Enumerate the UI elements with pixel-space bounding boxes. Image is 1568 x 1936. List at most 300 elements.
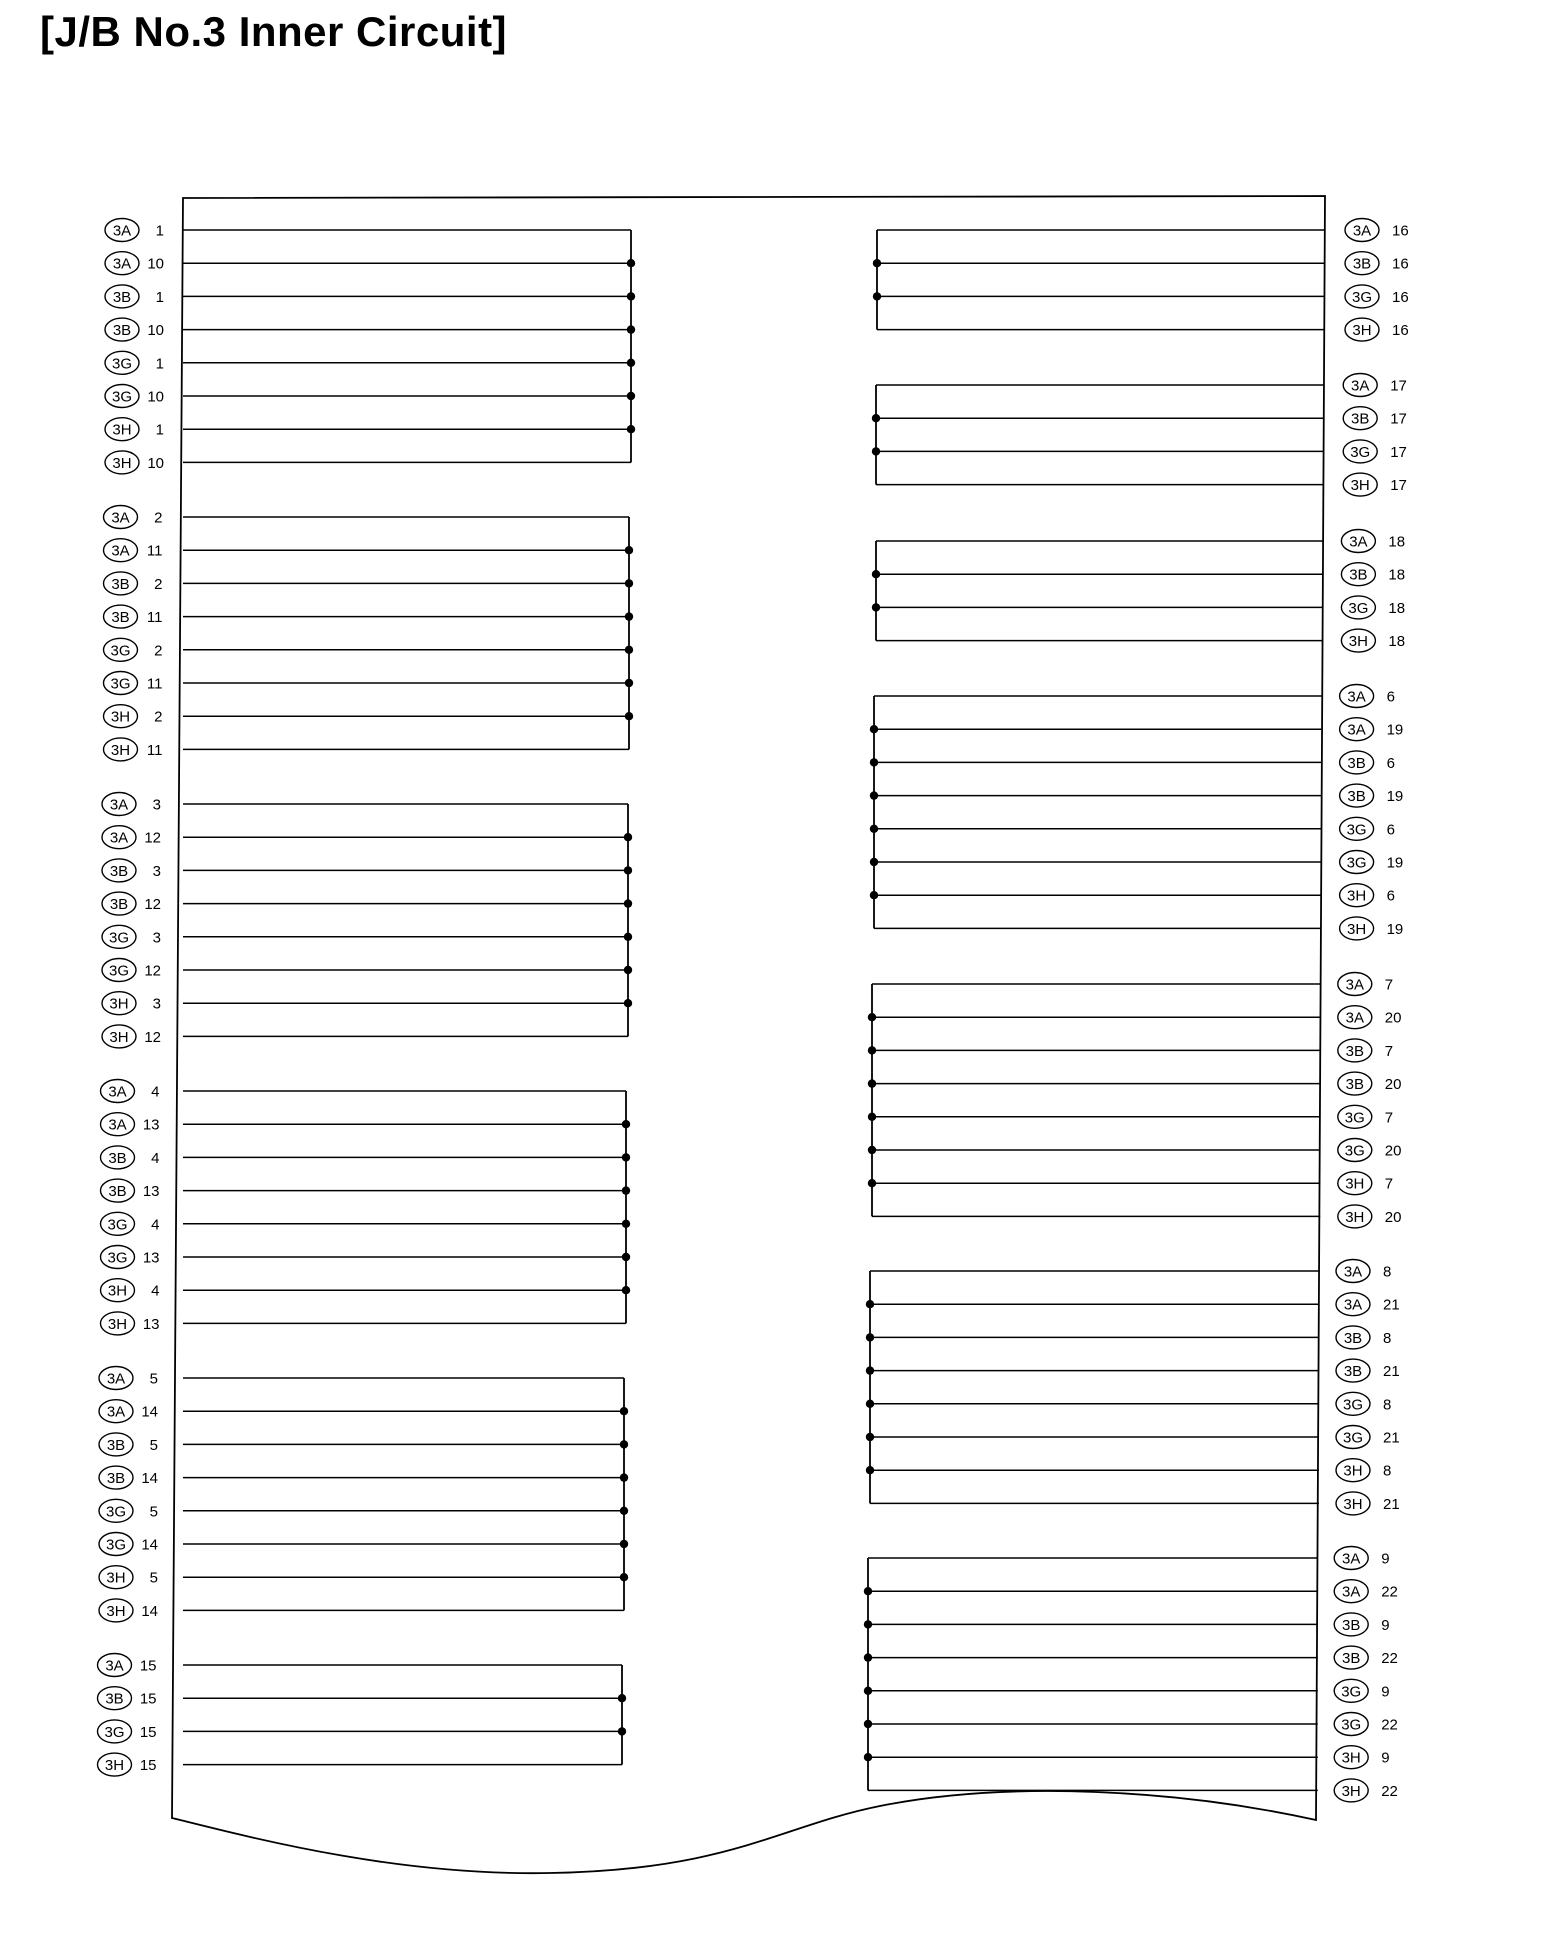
- connector-code: 3H: [1345, 1175, 1365, 1193]
- junction-dot: [868, 1013, 876, 1021]
- connector-code: 3B: [111, 575, 130, 593]
- connector-code: 3A: [1343, 1263, 1363, 1281]
- connector-code: 3B: [105, 1690, 124, 1708]
- connector-code: 3H: [104, 1757, 125, 1775]
- circuit-group: [101, 1080, 631, 1335]
- connector-label: [1343, 440, 1407, 463]
- connector-code: 3H: [112, 454, 132, 472]
- connector-label: [1340, 718, 1404, 741]
- junction-dot: [624, 866, 632, 874]
- connector-label: [98, 1753, 157, 1776]
- pin-number: 10: [147, 322, 164, 340]
- connector-code: 3B: [109, 862, 129, 880]
- connector-label: [99, 1433, 158, 1456]
- junction-dot: [864, 1753, 872, 1761]
- pin-number: 10: [147, 255, 164, 273]
- junction-dot: [872, 414, 880, 422]
- pin-number: 8: [1383, 1263, 1392, 1281]
- pin-number: 14: [141, 1470, 158, 1488]
- junction-dot: [622, 1120, 630, 1128]
- circuit-group: [872, 374, 1407, 497]
- connector-code: 3A: [1342, 1550, 1361, 1568]
- connector-code: 3G: [1341, 1683, 1362, 1701]
- connector-label: [1334, 1580, 1398, 1603]
- junction-dot: [627, 259, 635, 267]
- junction-dot: [868, 1113, 876, 1121]
- connector-code: 3B: [106, 1470, 126, 1488]
- junction-dot: [864, 1587, 872, 1595]
- junction-dot: [620, 1507, 628, 1515]
- pin-number: 9: [1381, 1749, 1390, 1767]
- connector-code: 3H: [1348, 633, 1368, 651]
- junction-dot: [868, 1079, 876, 1087]
- junction-dot: [625, 612, 633, 620]
- junction-dot: [620, 1473, 628, 1481]
- junction-dot: [620, 1540, 628, 1548]
- junction-dot: [627, 425, 635, 433]
- connector-code: 3G: [1346, 854, 1367, 872]
- connector-code: 3H: [1352, 322, 1372, 340]
- pin-number: 16: [1392, 255, 1409, 273]
- connector-label: [1345, 219, 1409, 242]
- connector-label: [1345, 252, 1409, 275]
- pin-number: 22: [1381, 1583, 1398, 1601]
- connector-label: [104, 638, 163, 661]
- connector-code: 3H: [110, 741, 131, 759]
- connector-code: 3B: [1352, 255, 1372, 273]
- pin-number: 16: [1392, 322, 1409, 340]
- connector-label: [1341, 563, 1405, 586]
- connector-code: 3H: [110, 708, 131, 726]
- junction-dot: [618, 1727, 626, 1735]
- pin-number: 4: [151, 1282, 160, 1300]
- connector-label: [102, 992, 161, 1015]
- connector-label: [104, 605, 163, 628]
- connector-code: 3H: [106, 1569, 126, 1587]
- junction-dot: [873, 259, 881, 267]
- pin-number: 14: [141, 1536, 158, 1554]
- connector-code: 3A: [1349, 533, 1368, 551]
- pin-number: 22: [1381, 1650, 1398, 1668]
- connector-code: 3A: [1342, 1583, 1361, 1601]
- junction-dot: [873, 292, 881, 300]
- junction-dot: [622, 1220, 630, 1228]
- pin-number: 9: [1381, 1616, 1390, 1634]
- junction-dot: [866, 1333, 874, 1341]
- connector-code: 3G: [1351, 288, 1373, 306]
- circuit-group: [98, 1654, 627, 1777]
- junction-dot: [870, 725, 878, 733]
- pin-number: 7: [1384, 1109, 1394, 1127]
- pin-number: 15: [139, 1690, 157, 1708]
- connector-code: 3B: [109, 896, 129, 914]
- pin-number: 17: [1390, 377, 1407, 395]
- junction-dot: [627, 325, 635, 333]
- pin-number: 17: [1390, 410, 1407, 428]
- connector-code: 3H: [107, 1282, 128, 1300]
- junction-dot: [624, 833, 632, 841]
- junction-dot: [868, 1046, 876, 1054]
- connector-label: [105, 252, 164, 275]
- junction-dot: [870, 825, 878, 833]
- pin-number: 3: [152, 995, 161, 1013]
- junction-dot: [625, 646, 633, 654]
- connector-code: 3A: [109, 829, 129, 847]
- pin-number: 3: [152, 796, 161, 814]
- junction-dot: [864, 1720, 872, 1728]
- connector-label: [105, 385, 164, 408]
- connector-label: [102, 793, 161, 816]
- connector-label: [1338, 973, 1393, 996]
- connector-code: 3H: [106, 1602, 126, 1620]
- connector-label: [1341, 530, 1405, 553]
- connector-code: 3A: [111, 509, 130, 527]
- connector-label: [1341, 629, 1405, 652]
- junction-dot: [870, 891, 878, 899]
- connector-label: [1340, 884, 1395, 907]
- pin-number: 7: [1384, 976, 1394, 994]
- connector-code: 3G: [108, 929, 130, 947]
- connector-label: [99, 1499, 158, 1522]
- connector-code: 3B: [112, 322, 132, 340]
- junction-dot: [866, 1400, 874, 1408]
- connector-code: 3B: [1342, 1650, 1361, 1668]
- pin-number: 20: [1384, 1208, 1402, 1226]
- junction-dot: [624, 966, 632, 974]
- connector-code: 3A: [1343, 1296, 1363, 1314]
- connector-code: 3A: [1345, 976, 1364, 994]
- connector-code: 3A: [1347, 721, 1366, 739]
- connector-label: [1338, 1205, 1402, 1228]
- pin-number: 7: [1384, 1042, 1394, 1060]
- connector-label: [1340, 817, 1395, 840]
- circuit-group: [868, 973, 1402, 1228]
- pin-number: 11: [146, 542, 163, 560]
- connector-code: 3H: [112, 421, 132, 439]
- connector-label: [1334, 1679, 1389, 1702]
- connector-code: 3B: [1351, 410, 1370, 428]
- junction-dot: [625, 679, 633, 687]
- connector-label: [99, 1367, 158, 1390]
- connector-label: [105, 351, 164, 374]
- connector-label: [1334, 1713, 1398, 1736]
- pin-number: 11: [146, 741, 163, 759]
- connector-code: 3A: [1351, 377, 1370, 395]
- junction-dot: [866, 1300, 874, 1308]
- connector-label: [1338, 1139, 1402, 1162]
- connector-label: [1334, 1746, 1389, 1769]
- junction-dot: [620, 1440, 628, 1448]
- pin-number: 19: [1386, 788, 1404, 806]
- connector-label: [1345, 285, 1409, 308]
- pin-number: 12: [144, 896, 161, 914]
- junction-dot: [864, 1653, 872, 1661]
- connector-label: [1338, 1105, 1393, 1128]
- pin-number: 4: [151, 1216, 160, 1234]
- connector-label: [105, 451, 164, 474]
- connector-code: 3G: [105, 1536, 127, 1554]
- connector-label: [1338, 1172, 1393, 1195]
- connector-label: [104, 705, 163, 728]
- pin-number: 3: [152, 862, 161, 880]
- connector-label: [105, 318, 164, 341]
- connector-label: [105, 219, 164, 242]
- connector-code: 3A: [106, 1370, 126, 1388]
- pin-number: 6: [1386, 887, 1395, 905]
- connector-label: [104, 539, 163, 562]
- junction-dot: [622, 1253, 630, 1261]
- connector-label: [99, 1533, 158, 1556]
- junction-dot: [872, 570, 880, 578]
- connector-label: [1338, 1072, 1402, 1095]
- pin-number: 7: [1384, 1175, 1394, 1193]
- pin-number: 15: [139, 1757, 157, 1775]
- page-title: [J/B No.3 Inner Circuit]: [40, 8, 508, 55]
- connector-code: 3A: [112, 222, 132, 240]
- pin-number: 16: [1392, 222, 1409, 240]
- pin-number: 1: [155, 222, 164, 240]
- pin-number: 8: [1383, 1329, 1392, 1347]
- connector-label: [98, 1720, 157, 1743]
- connector-label: [101, 1179, 160, 1202]
- pin-number: 17: [1390, 443, 1407, 461]
- pin-number: 2: [154, 708, 163, 726]
- connector-code: 3H: [1347, 887, 1367, 905]
- right-connector-column: [864, 219, 1409, 1802]
- connector-code: 3A: [1345, 1009, 1364, 1027]
- connector-code: 3B: [108, 1149, 127, 1167]
- pin-number: 21: [1383, 1363, 1400, 1381]
- connector-code: 3B: [1349, 566, 1368, 584]
- connector-code: 3H: [109, 995, 129, 1013]
- pin-number: 15: [139, 1657, 157, 1675]
- connector-label: [99, 1599, 158, 1622]
- connector-label: [1336, 1359, 1400, 1382]
- pin-number: 13: [142, 1315, 160, 1333]
- connector-label: [102, 1025, 161, 1048]
- connector-label: [1338, 1039, 1393, 1062]
- junction-dot: [870, 758, 878, 766]
- junction-dot: [864, 1620, 872, 1628]
- connector-label: [102, 859, 161, 882]
- pin-number: 1: [155, 355, 164, 373]
- pin-number: 20: [1384, 1142, 1402, 1160]
- circuit-group: [99, 1367, 628, 1622]
- connector-code: 3G: [110, 642, 131, 660]
- connector-label: [98, 1687, 157, 1710]
- connector-label: [104, 506, 163, 529]
- connector-label: [104, 572, 163, 595]
- pin-number: 8: [1383, 1462, 1392, 1480]
- connector-label: [102, 826, 161, 849]
- junction-dot: [866, 1366, 874, 1374]
- junction-dot: [627, 392, 635, 400]
- connector-code: 3A: [105, 1657, 124, 1675]
- pin-number: 17: [1390, 477, 1407, 495]
- circuit-group: [105, 219, 635, 474]
- connector-label: [1336, 1459, 1391, 1482]
- connector-code: 3B: [1343, 1329, 1363, 1347]
- connector-code: 3G: [1342, 1396, 1364, 1414]
- connector-label: [99, 1466, 158, 1489]
- pin-number: 2: [154, 575, 163, 593]
- connector-code: 3A: [112, 255, 132, 273]
- pin-number: 22: [1381, 1782, 1398, 1800]
- pin-number: 6: [1386, 754, 1395, 772]
- connector-code: 3G: [1344, 1109, 1365, 1127]
- circuit-group: [104, 506, 634, 761]
- connector-label: [101, 1113, 160, 1136]
- circuit-group: [102, 793, 632, 1048]
- connector-label: [1345, 318, 1409, 341]
- connector-code: 3B: [108, 1183, 127, 1201]
- junction-dot: [618, 1694, 626, 1702]
- connector-label: [1340, 917, 1404, 940]
- pin-number: 9: [1381, 1550, 1390, 1568]
- connector-code: 3G: [111, 388, 133, 406]
- circuit-group: [873, 219, 1409, 342]
- pin-number: 13: [142, 1249, 160, 1267]
- pin-number: 6: [1386, 688, 1395, 706]
- junction-dot: [622, 1153, 630, 1161]
- pin-number: 3: [152, 929, 161, 947]
- connector-label: [1343, 374, 1407, 397]
- pin-number: 4: [151, 1083, 160, 1101]
- pin-number: 19: [1386, 920, 1404, 938]
- junction-dot: [624, 933, 632, 941]
- junction-block-outline: [172, 196, 1325, 1873]
- connector-label: [101, 1212, 160, 1235]
- junction-dot: [868, 1179, 876, 1187]
- pin-number: 5: [149, 1370, 158, 1388]
- junction-dot: [620, 1573, 628, 1581]
- connector-code: 3B: [112, 288, 132, 306]
- connector-code: 3H: [1343, 1462, 1363, 1480]
- connector-code: 3B: [1345, 1076, 1364, 1094]
- junction-dot: [622, 1286, 630, 1294]
- connector-label: [1336, 1392, 1391, 1415]
- junction-dot: [872, 447, 880, 455]
- connector-label: [1336, 1326, 1391, 1349]
- junction-dot: [624, 899, 632, 907]
- pin-number: 21: [1383, 1495, 1400, 1513]
- pin-number: 18: [1388, 599, 1406, 617]
- connector-label: [1336, 1492, 1400, 1515]
- connector-code: 3H: [1341, 1782, 1361, 1800]
- connector-label: [98, 1654, 157, 1677]
- junction-dot: [625, 579, 633, 587]
- junction-dot: [627, 292, 635, 300]
- connector-code: 3A: [108, 1116, 127, 1134]
- pin-number: 2: [154, 642, 163, 660]
- pin-number: 21: [1383, 1429, 1400, 1447]
- pin-number: 2: [154, 509, 163, 527]
- junction-dot: [864, 1687, 872, 1695]
- connector-label: [1341, 596, 1405, 619]
- connector-label: [105, 285, 164, 308]
- pin-number: 9: [1381, 1683, 1390, 1701]
- connector-label: [1340, 751, 1395, 774]
- pin-number: 14: [141, 1403, 158, 1421]
- connector-label: [1338, 1006, 1402, 1029]
- connector-label: [104, 738, 163, 761]
- pin-number: 20: [1384, 1076, 1402, 1094]
- pin-number: 15: [139, 1723, 157, 1741]
- connector-label: [99, 1566, 158, 1589]
- pin-number: 14: [141, 1602, 158, 1620]
- pin-number: 18: [1388, 533, 1406, 551]
- pin-number: 5: [149, 1503, 158, 1521]
- junction-dot: [870, 858, 878, 866]
- pin-number: 5: [149, 1436, 158, 1454]
- pin-number: 8: [1383, 1396, 1392, 1414]
- connector-label: [1343, 407, 1407, 430]
- pin-number: 13: [142, 1116, 160, 1134]
- connector-code: 3H: [1345, 1208, 1365, 1226]
- pin-number: 19: [1386, 854, 1404, 872]
- connector-code: 3G: [110, 675, 131, 693]
- connector-code: 3B: [111, 609, 130, 627]
- junction-dot: [872, 603, 880, 611]
- connector-code: 3A: [111, 542, 130, 560]
- connector-label: [1336, 1293, 1400, 1316]
- pin-number: 21: [1383, 1296, 1400, 1314]
- pin-number: 18: [1388, 566, 1406, 584]
- connector-code: 3B: [1347, 754, 1366, 772]
- connector-code: 3G: [1341, 1716, 1362, 1734]
- junction-dot: [870, 791, 878, 799]
- pin-number: 4: [151, 1149, 160, 1167]
- connector-code: 3G: [1346, 821, 1367, 839]
- pin-number: 1: [155, 421, 164, 439]
- connector-code: 3G: [1342, 1429, 1364, 1447]
- connector-label: [1334, 1779, 1398, 1802]
- connector-code: 3H: [1341, 1749, 1361, 1767]
- junction-dot: [868, 1146, 876, 1154]
- connector-label: [102, 892, 161, 915]
- connector-code: 3B: [1343, 1363, 1363, 1381]
- circuit-group: [870, 685, 1403, 940]
- connector-label: [1340, 851, 1404, 874]
- connector-code: 3B: [1345, 1042, 1364, 1060]
- pin-number: 12: [144, 829, 161, 847]
- connector-code: 3H: [109, 1028, 129, 1046]
- connector-label: [104, 672, 163, 695]
- connector-label: [101, 1246, 160, 1269]
- connector-code: 3H: [1343, 1495, 1363, 1513]
- junction-dot: [622, 1186, 630, 1194]
- connector-label: [101, 1312, 160, 1335]
- connector-code: 3G: [107, 1216, 128, 1234]
- connector-code: 3G: [104, 1723, 125, 1741]
- connector-label: [1340, 784, 1404, 807]
- pin-number: 18: [1388, 633, 1406, 651]
- connector-code: 3H: [107, 1315, 128, 1333]
- connector-code: 3A: [109, 796, 129, 814]
- connector-code: 3G: [1348, 599, 1369, 617]
- pin-number: 16: [1392, 288, 1409, 306]
- connector-code: 3A: [106, 1403, 126, 1421]
- pin-number: 20: [1384, 1009, 1402, 1027]
- junction-dot: [625, 712, 633, 720]
- connector-label: [102, 959, 161, 982]
- connector-label: [99, 1400, 158, 1423]
- connector-code: 3G: [105, 1503, 127, 1521]
- pin-number: 11: [146, 609, 163, 627]
- connector-label: [1340, 685, 1395, 708]
- connector-label: [1334, 1613, 1389, 1636]
- junction-dot: [620, 1407, 628, 1415]
